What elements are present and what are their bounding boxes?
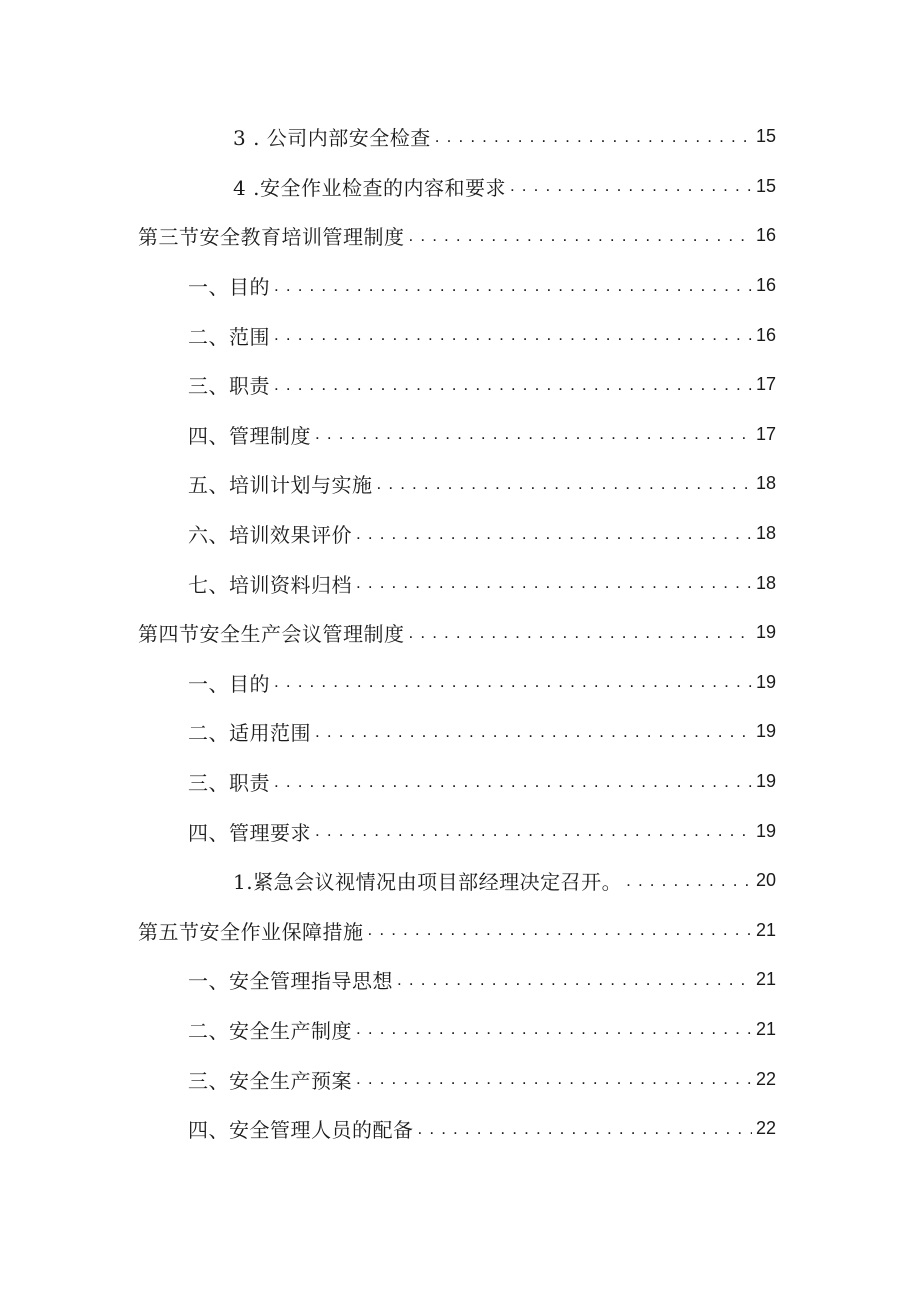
toc-entry[interactable] [0,261,920,311]
toc-entry-title: 六、培训效果评价 [188,523,352,548]
toc-entry[interactable] [0,608,920,658]
toc-dot-leader [409,621,752,645]
toc-entry-page-number: 17 [755,374,776,395]
toc-dot-leader [356,571,752,595]
toc-entry-page-number: 21 [755,1018,776,1039]
toc-entry[interactable] [0,509,920,559]
toc-entry-title: 三、安全生产预案 [188,1068,352,1093]
toc-entry-title: 一、目的 [188,671,270,696]
toc-entry[interactable] [0,211,920,261]
toc-entry-page-number: 18 [755,572,776,593]
toc-dot-leader [274,373,752,397]
toc-entry-title: 四、安全管理人员的配备 [188,1118,414,1143]
toc-dot-leader [510,174,752,198]
toc-entry[interactable] [0,360,920,410]
toc-entry-page-number: 19 [755,622,776,643]
toc-entry-title: 二、范围 [188,324,270,349]
toc-entry-title: 四、管理要求 [188,820,311,845]
toc-dot-leader [356,1067,752,1091]
toc-entry[interactable] [0,558,920,608]
toc-entry-page-number: 19 [755,820,776,841]
toc-entry[interactable] [0,112,920,162]
toc-dot-leader [409,224,752,248]
toc-dot-leader [356,522,752,546]
toc-entry-title: 第三节安全教育培训管理制度 [138,225,405,250]
toc-entry-title: 一、目的 [188,275,270,300]
table-of-contents [0,112,920,1153]
toc-entry-page-number: 21 [755,919,776,940]
toc-entry-title: 四、管理制度 [188,423,311,448]
toc-entry-page-number: 15 [755,126,776,147]
toc-dot-leader [626,869,752,893]
toc-dot-leader [356,1017,752,1041]
toc-entry-title: 七、培训资料归档 [188,572,352,597]
toc-entry-title: 1.紧急会议视情况由项目部经理决定召开。 [233,870,623,895]
toc-dot-leader [315,422,752,446]
toc-dot-leader [274,770,752,794]
toc-entry[interactable] [0,459,920,509]
toc-entry-page-number: 18 [755,473,776,494]
toc-dot-leader [397,968,752,992]
toc-entry-title: 二、适用范围 [188,721,311,746]
toc-entry-page-number: 20 [755,870,776,891]
toc-entry-title: 一、安全管理指导思想 [188,969,393,994]
toc-entry-page-number: 22 [755,1118,776,1139]
toc-entry-title: 3 . 公司内部安全检查 [233,126,431,151]
toc-entry-page-number: 16 [755,275,776,296]
toc-dot-leader [368,918,752,942]
toc-entry[interactable] [0,856,920,906]
toc-entry-page-number: 19 [755,671,776,692]
toc-entry-page-number: 17 [755,423,776,444]
toc-entry-page-number: 18 [755,523,776,544]
toc-entry[interactable] [0,1054,920,1104]
toc-entry[interactable] [0,410,920,460]
toc-dot-leader [274,274,752,298]
toc-entry[interactable] [0,806,920,856]
toc-entry[interactable] [0,707,920,757]
toc-entry-page-number: 22 [755,1068,776,1089]
toc-entry[interactable] [0,1104,920,1154]
toc-dot-leader [274,670,752,694]
toc-dot-leader [418,1117,752,1141]
toc-entry[interactable] [0,310,920,360]
toc-entry[interactable] [0,162,920,212]
toc-entry[interactable] [0,955,920,1005]
toc-entry-page-number: 19 [755,771,776,792]
toc-dot-leader [377,472,752,496]
toc-entry-page-number: 16 [755,225,776,246]
toc-entry-title: 4 .安全作业检查的内容和要求 [233,175,506,200]
toc-entry[interactable] [0,1005,920,1055]
toc-dot-leader [315,819,752,843]
toc-entry-page-number: 16 [755,324,776,345]
toc-entry-title: 五、培训计划与实施 [188,473,373,498]
toc-entry[interactable] [0,906,920,956]
toc-entry-title: 三、职责 [188,374,270,399]
toc-entry-title: 第五节安全作业保障措施 [138,919,364,944]
toc-entry-title: 二、安全生产制度 [188,1018,352,1043]
toc-dot-leader [435,125,752,149]
toc-dot-leader [274,323,752,347]
toc-entry-title: 第四节安全生产会议管理制度 [138,622,405,647]
toc-dot-leader [315,720,752,744]
toc-entry[interactable] [0,658,920,708]
toc-entry[interactable] [0,757,920,807]
toc-entry-title: 三、职责 [188,771,270,796]
toc-entry-page-number: 19 [755,721,776,742]
toc-entry-page-number: 15 [755,175,776,196]
toc-entry-page-number: 21 [755,969,776,990]
